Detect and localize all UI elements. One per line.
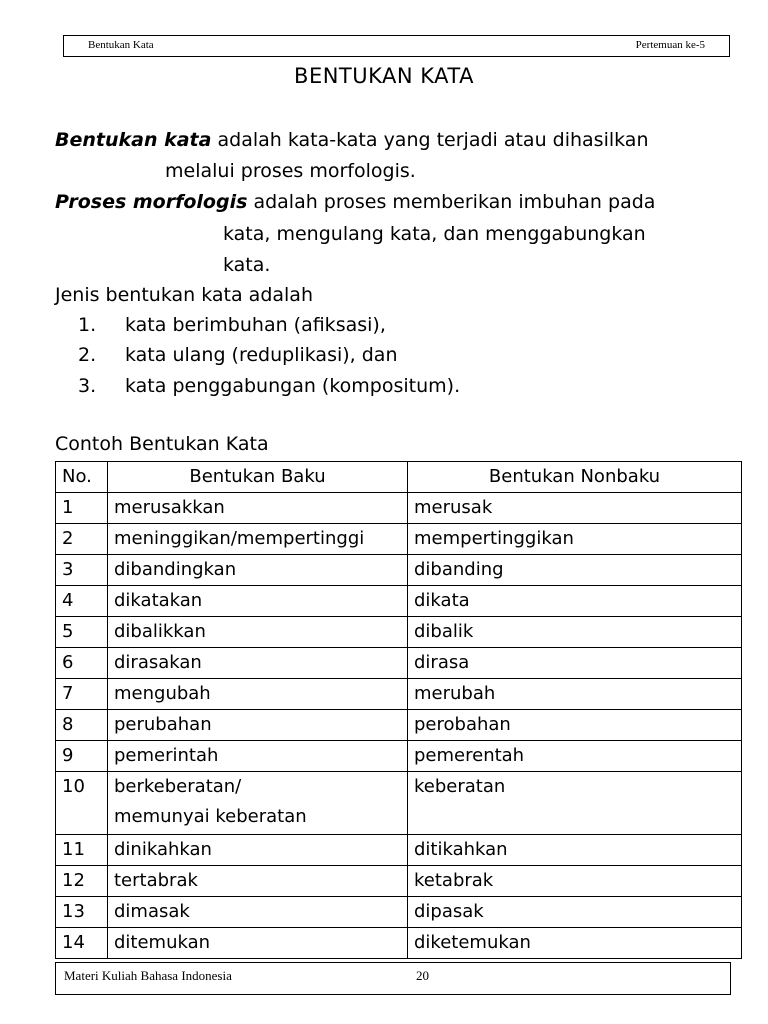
table-row bbox=[56, 866, 742, 897]
table-row bbox=[56, 586, 742, 617]
table-row bbox=[56, 772, 742, 835]
running-footer bbox=[55, 962, 731, 995]
types-item-number: 3. bbox=[78, 375, 97, 397]
types-intro: Jenis bentukan kata adalah bbox=[55, 284, 313, 306]
column-header-nonbaku: Bentukan Nonbaku bbox=[408, 462, 742, 493]
definition-proses-cont-1: kata, mengulang kata, dan menggabungkan bbox=[223, 223, 646, 245]
definition-bentukan-text: adalah kata-kata yang terjadi atau dihasilkan bbox=[211, 129, 649, 151]
header-right-text: Pertemuan ke-5 bbox=[635, 39, 705, 51]
standard-form: dibalikkan bbox=[108, 617, 408, 648]
nonstandard-form: merubah bbox=[408, 679, 742, 710]
running-header bbox=[63, 35, 730, 57]
nonstandard-form: ketabrak bbox=[408, 866, 742, 897]
nonstandard-form: diketemukan bbox=[408, 928, 742, 959]
footer-course-title: Materi Kuliah Bahasa Indonesia bbox=[64, 968, 232, 983]
term-proses-morfologis: Proses morfologis bbox=[55, 191, 248, 213]
table-caption: Contoh Bentukan Kata bbox=[55, 433, 269, 455]
page-title: BENTUKAN KATA bbox=[294, 64, 474, 88]
table-row bbox=[56, 617, 742, 648]
standard-form-line: memunyai keberatan bbox=[114, 806, 307, 827]
table-row bbox=[56, 555, 742, 586]
nonstandard-form: perobahan bbox=[408, 710, 742, 741]
row-number: 6 bbox=[56, 648, 108, 679]
types-item-number: 1. bbox=[78, 314, 97, 336]
row-number: 10 bbox=[56, 772, 108, 835]
row-number: 1 bbox=[56, 493, 108, 524]
nonstandard-form: dibanding bbox=[408, 555, 742, 586]
standard-form: mengubah bbox=[108, 679, 408, 710]
row-number: 13 bbox=[56, 897, 108, 928]
standard-form: meninggikan/mempertinggi bbox=[108, 524, 408, 555]
table-row bbox=[56, 524, 742, 555]
table-row bbox=[56, 493, 742, 524]
table-row bbox=[56, 835, 742, 866]
table-row bbox=[56, 679, 742, 710]
standard-form: perubahan bbox=[108, 710, 408, 741]
table-header-row bbox=[56, 462, 742, 493]
table-row bbox=[56, 710, 742, 741]
table-row bbox=[56, 928, 742, 959]
table-row bbox=[56, 648, 742, 679]
row-number: 4 bbox=[56, 586, 108, 617]
standard-form: ditemukan bbox=[108, 928, 408, 959]
types-item-number: 2. bbox=[78, 344, 97, 366]
nonstandard-form: dirasa bbox=[408, 648, 742, 679]
word-forms-table bbox=[55, 461, 742, 959]
standard-form: pemerintah bbox=[108, 741, 408, 772]
definition-bentukan bbox=[55, 128, 649, 152]
definition-proses-cont-2: kata. bbox=[223, 254, 271, 276]
header-left-text: Bentukan Kata bbox=[88, 39, 154, 51]
standard-form: dinikahkan bbox=[108, 835, 408, 866]
types-item-text: kata berimbuhan (afiksasi), bbox=[125, 314, 386, 336]
standard-form: dimasak bbox=[108, 897, 408, 928]
row-number: 8 bbox=[56, 710, 108, 741]
row-number: 11 bbox=[56, 835, 108, 866]
definition-proses-text: adalah proses memberikan imbuhan pada bbox=[247, 191, 656, 213]
standard-form-line: berkeberatan/ bbox=[114, 776, 242, 797]
nonstandard-form: dikata bbox=[408, 586, 742, 617]
term-bentukan-kata: Bentukan kata bbox=[55, 129, 212, 151]
column-header-baku: Bentukan Baku bbox=[108, 462, 408, 493]
page-number: 20 bbox=[416, 968, 429, 983]
standard-form: tertabrak bbox=[108, 866, 408, 897]
row-number: 3 bbox=[56, 555, 108, 586]
nonstandard-form: dipasak bbox=[408, 897, 742, 928]
nonstandard-form: pemerentah bbox=[408, 741, 742, 772]
standard-form: dibandingkan bbox=[108, 555, 408, 586]
row-number: 5 bbox=[56, 617, 108, 648]
row-number: 7 bbox=[56, 679, 108, 710]
standard-form: merusakkan bbox=[108, 493, 408, 524]
types-item-text: kata ulang (reduplikasi), dan bbox=[125, 344, 398, 366]
row-number: 2 bbox=[56, 524, 108, 555]
nonstandard-form: mempertinggikan bbox=[408, 524, 742, 555]
nonstandard-form: keberatan bbox=[408, 772, 742, 835]
standard-form-multiline bbox=[108, 772, 408, 835]
types-item-text: kata penggabungan (kompositum). bbox=[125, 375, 461, 397]
table-row bbox=[56, 741, 742, 772]
nonstandard-form: ditikahkan bbox=[408, 835, 742, 866]
standard-form: dikatakan bbox=[108, 586, 408, 617]
row-number: 14 bbox=[56, 928, 108, 959]
table-row bbox=[56, 897, 742, 928]
column-header-no: No. bbox=[56, 462, 108, 493]
definition-proses bbox=[55, 190, 655, 214]
definition-bentukan-cont: melalui proses morfologis. bbox=[165, 160, 416, 182]
row-number: 12 bbox=[56, 866, 108, 897]
standard-form: dirasakan bbox=[108, 648, 408, 679]
nonstandard-form: merusak bbox=[408, 493, 742, 524]
row-number: 9 bbox=[56, 741, 108, 772]
nonstandard-form: dibalik bbox=[408, 617, 742, 648]
